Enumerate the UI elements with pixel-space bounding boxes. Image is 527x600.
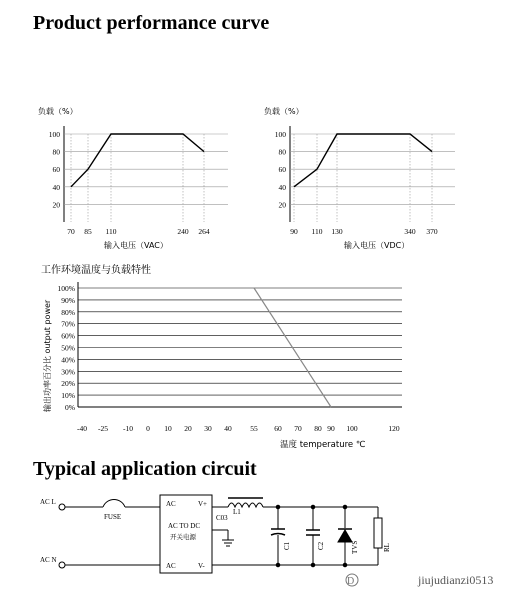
fuse-label: FUSE [104, 513, 122, 521]
junction-dot [311, 505, 315, 509]
module-name-cn: 开关电源 [170, 533, 196, 541]
chart-temperature [41, 263, 402, 450]
y-tick-label: 100% [57, 284, 75, 293]
x-tick-label: 100 [346, 424, 358, 433]
y-tick-label: 10% [61, 391, 75, 401]
x-tick-label: 240 [177, 227, 189, 236]
x-tick-label: 264 [198, 227, 210, 236]
junction-dot [311, 563, 315, 567]
ac-l-terminal [59, 504, 65, 510]
application-heading: Typical application circuit [33, 458, 257, 480]
x-tick-label: 0 [146, 424, 150, 433]
x-tick-label: 90 [290, 227, 298, 236]
performance-heading: Product performance curve [33, 12, 270, 34]
y-tick-label: 60 [52, 165, 60, 175]
x-tick-label: 130 [331, 227, 343, 236]
y-axis-label: 负载（%） [38, 107, 78, 116]
x-axis-label: 输入电压（VDC） [344, 241, 410, 250]
series-line [71, 134, 204, 187]
c2-label: C2 [317, 541, 325, 550]
x-tick-label: 370 [426, 227, 438, 236]
y-tick-label: 80 [278, 147, 286, 157]
x-tick-label: 30 [204, 424, 212, 433]
y-tick-label: 100 [48, 130, 60, 139]
c03-label: C03 [216, 514, 228, 522]
junction-dot [343, 563, 347, 567]
junction-dot [276, 563, 280, 567]
module-ac-top-label: AC [166, 500, 176, 508]
x-tick-label: -40 [77, 424, 87, 433]
x-tick-label: 20 [184, 424, 192, 433]
capacitor-c1 [271, 534, 285, 536]
module-name: AC TO DC [168, 522, 201, 530]
ac-l-label: AC L [40, 498, 56, 506]
x-tick-label: 60 [274, 424, 282, 433]
chart-vac [38, 106, 228, 250]
y-tick-label: 80% [61, 307, 75, 317]
y-tick-label: 0% [65, 403, 75, 412]
y-tick-label: 40 [52, 182, 60, 192]
y-tick-label: 20% [61, 379, 75, 389]
series-line [294, 134, 432, 187]
watermark-text: jiujudianzi0513 [418, 573, 494, 587]
c1-label: C1 [283, 541, 291, 550]
x-tick-label: 340 [404, 227, 416, 236]
y-tick-label: 50% [61, 343, 75, 353]
y-tick-label: 20 [52, 200, 60, 210]
y-axis-label: 输出功率百分比 output power [43, 299, 52, 412]
watermark-logo-letter: D [347, 576, 355, 587]
tvs-label: TVS [351, 540, 359, 554]
junction-dot [343, 505, 347, 509]
ac-n-terminal [59, 562, 65, 568]
x-tick-label: 70 [67, 227, 75, 236]
module-vminus-label: V- [198, 562, 205, 570]
x-tick-label: 110 [311, 227, 323, 236]
y-tick-label: 80 [52, 147, 60, 157]
junction-dot [276, 505, 280, 509]
y-tick-label: 90% [61, 295, 75, 305]
y-tick-label: 40% [61, 355, 75, 365]
watermark [346, 573, 493, 587]
x-axis-label: 输入电压（VAC） [104, 241, 168, 250]
inductor-l1 [228, 503, 263, 507]
module-vplus-label: V+ [198, 500, 208, 508]
y-tick-label: 40 [278, 182, 286, 192]
rl-label: RL [383, 543, 391, 552]
y-tick-label: 30% [61, 367, 75, 377]
module-ac-bottom-label: AC [166, 562, 176, 570]
tvs-diode [338, 530, 352, 542]
x-tick-label: 80 [314, 424, 322, 433]
x-tick-label: 110 [105, 227, 117, 236]
chart-vdc [264, 106, 455, 250]
y-tick-label: 100 [274, 130, 286, 139]
resistor-rl [374, 518, 382, 548]
x-tick-label: 40 [224, 424, 232, 433]
x-tick-label: 70 [294, 424, 302, 433]
x-tick-label: 120 [388, 424, 400, 433]
chart-title: 工作环境温度与负载特性 [41, 265, 151, 276]
application-circuit [59, 495, 382, 573]
x-tick-label: 90 [327, 424, 335, 433]
y-tick-label: 20 [278, 200, 286, 210]
y-tick-label: 70% [61, 319, 75, 329]
l1-label: L1 [233, 508, 241, 516]
x-tick-label: -10 [123, 424, 133, 433]
y-axis-label: 负载（%） [264, 107, 304, 116]
x-tick-label: 85 [84, 227, 92, 236]
x-tick-label: 55 [250, 424, 258, 433]
x-tick-label: -25 [98, 424, 108, 433]
x-axis-label: 温度 temperature ℃ [280, 440, 366, 450]
fuse-symbol [103, 500, 125, 508]
y-tick-label: 60% [61, 331, 75, 341]
y-tick-label: 60 [278, 165, 286, 175]
ac-n-label: AC N [40, 556, 57, 564]
x-tick-label: 10 [164, 424, 172, 433]
